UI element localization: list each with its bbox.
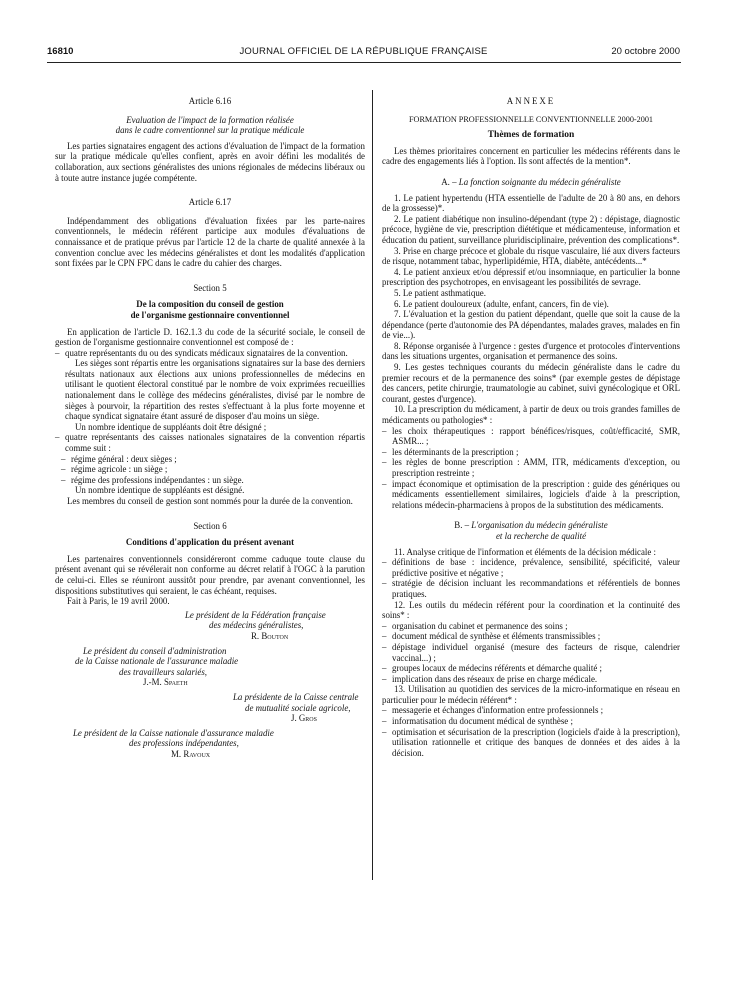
article-6-16-title: Article 6.16 — [188, 96, 232, 106]
signature-3-line: de mutualité sociale agricole, — [245, 702, 351, 713]
signature-block-1 — [55, 610, 365, 642]
item-10-bullet: – impact économique et optimisation de la prescription : guide des génériques ou médicaments essentiellement similaires, logiciels d'aide à la prescription, relations médecin-pharmaciens à propos de la substitution des médicaments. — [382, 479, 680, 511]
section-5-title: Section 5 — [193, 282, 227, 293]
section-5-subtitle-2: de l'organisme gestionnaire conventionnel — [130, 309, 290, 320]
section-5-sub-item: – régime général : deux sièges ; — [55, 454, 365, 465]
section-5-item-2-substitutes: Un nombre identique de suppléants est désigné. — [75, 485, 245, 496]
section-5-item-2: – quatre représentants des caisses nationales signataires de la convention répartis comme suit : — [55, 432, 365, 453]
signature-block-2 — [55, 646, 365, 688]
section-b-title: L'organisation du médecin généraliste — [471, 520, 608, 531]
section-5-item-1-paragraph: Les sièges sont répartis entre les organisations signataires sur la base des derniers résultats nationaux aux élections aux unions professionnelles de médecins en utilisant le quotient électoral constitué par le nombre de voix exprimées recueillies nationalement dans le collège des médecins généralistes, divisé par le nombre de sièges à pourvoir, la répartition des restes s'effectuant à la plus forte moyenne et chaque syndicat signataire étant assuré de disposer d'au moins un siège. — [65, 358, 365, 422]
item-12-bullet: – dépistage individuel organisé (mesure des facteurs de risque, calendrier vaccinal...) ; — [382, 642, 680, 663]
theme-item: 8. Réponse organisée à l'urgence : gestes d'urgence et protocoles d'interventions dans les situations urgentes, organisation et permanence des soins. — [382, 340, 680, 362]
section-5-item-1: – quatre représentants du ou des syndicats médicaux signataires de la convention. — [55, 348, 365, 359]
theme-item: 3. Prise en charge précoce et globale du risque vasculaire, lié aux divers facteurs de risque, notamment tabac, hyperlipidémie, HTA, diabète, antécédents...* — [382, 245, 680, 267]
section-5-sub-item: – régime des professions indépendantes : un siège. — [55, 475, 365, 486]
page-header — [47, 46, 680, 60]
formation-heading: FORMATION PROFESSIONNELLE CONVENTIONNELLE 2000-2001 — [408, 114, 654, 124]
article-6-17-paragraph: Indépendamment des obligations d'évaluation fixées par les parte-naires conventionnels, le médecin référent participe aux modules d'évaluations de connaissance et de pratique prévus par l'article 12 de la charte de qualité annexée à la convention conclue avec les médecins généralistes et dont les modalités d'application sont fixées par le CPN FPC dans le cadre du cahier des charges. — [55, 215, 365, 269]
item-10-bullet: – les choix thérapeutiques : rapport bénéfices/risques, coût/efficacité, SMR, ASMR... ; — [382, 426, 680, 447]
theme-item: 9. Les gestes techniques courants du médecin généraliste dans le cadre du premier recours et de la permanence des soins* (par exemple gestes de dépistage des cancers, petite chirurgie, traumatologie au cabinet, suivi gynécologique et ORL courant, gestes d'urgence). — [382, 362, 680, 404]
section-5-closing: Les membres du conseil de gestion sont nommés pour la durée de la convention. — [67, 496, 353, 506]
annexe-intro: Les thèmes prioritaires concernent en particulier les médecins référents dans le cadre des engagements liés à l'option. Ils sont affectés de la mention*. — [382, 145, 680, 167]
signatory-name: R. Bouton — [251, 630, 289, 641]
signature-block-3 — [55, 692, 365, 724]
signatory-name: J. Gros — [291, 713, 317, 724]
column-divider — [372, 90, 373, 880]
item-13-bullet: – informatisation du document médical de synthèse ; — [382, 716, 680, 727]
theme-item: 7. L'évaluation et la gestion du patient dépendant, quelle que soit la cause de la dépendance (perte d'autonomie des PA dépendantes, malades graves, malades en fin de vie...). — [382, 309, 680, 341]
signature-block-4 — [55, 728, 365, 760]
item-11-bullet: – définitions de base : incidence, prévalence, sensibilité, spécificité, valeur prédictive positive et négative ; — [382, 557, 680, 578]
signatory-name: J.-M. Spaeth — [143, 677, 188, 688]
left-column — [55, 96, 365, 759]
section-b-heading — [382, 520, 680, 531]
theme-item: 12. Les outils du médecin référent pour la coordination et la continuité des soins* : — [382, 599, 680, 621]
signature-3-line: La présidente de la Caisse centrale — [233, 691, 359, 702]
section-5-sub-item: – régime agricole : un siège ; — [55, 464, 365, 475]
article-6-17-title: Article 6.17 — [188, 197, 232, 208]
signature-2-line: des travailleurs salariés, — [119, 666, 208, 677]
theme-item: 6. Le patient douloureux (adulte, enfant, cancers, fin de vie). — [394, 298, 609, 309]
section-5-item-1-substitutes: Un nombre identique de suppléants doit être désigné ; — [75, 421, 267, 432]
section-6-subtitle: Conditions d'application du présent avenant — [125, 537, 295, 548]
theme-item: 13. Utilisation au quotidien des services de la micro-informatique en réseau en particulier pour le médecin référent* : — [382, 684, 680, 705]
item-13-bullet: – messagerie et échanges d'information entre professionnels ; — [382, 705, 680, 716]
section-a-heading — [382, 177, 680, 188]
article-6-16-subtitle-2: dans le cadre conventionnel sur la pratique médicale — [115, 125, 305, 136]
item-12-bullet: – implication dans des réseaux de prise en charge médicale. — [382, 674, 680, 685]
annexe-title: ANNEXE — [506, 96, 556, 106]
header-rule — [47, 62, 681, 63]
signature-2-line: de la Caisse nationale de l'assurance maladie — [75, 656, 239, 667]
signature-4-line: des professions indépendantes, — [129, 738, 239, 749]
section-6-title: Section 6 — [193, 520, 227, 531]
theme-item: 1. Le patient hypertendu (HTA essentielle de l'adulte de 20 à 80 ans, en dehors de la grossesse)*. — [382, 192, 680, 214]
page-number: 16810 — [47, 46, 74, 57]
item-11-bullet: – stratégie de décision incluant les recommandations et référentiels de bonnes pratiques. — [382, 578, 680, 599]
item-10-bullet: – les règles de bonne prescription : AMM, ITR, médicaments d'exception, ou prescription restreinte ; — [382, 457, 680, 478]
section-5-intro: En application de l'article D. 162.1.3 du code de la sécurité sociale, le conseil de gestion de l'organisme gestionnaire conventionnel est composé de : — [55, 326, 365, 348]
article-6-16-paragraph: Les parties signataires engagent des actions d'évaluation de l'impact de la formation sur la pratique médicale qu'elles confient, après en avoir défini les modalités de collaboration, aux sections généralistes des unions régionales de médecins libéraux ou à toute autre instance jugée compétente. — [55, 140, 365, 183]
theme-item: 5. Le patient asthmatique. — [394, 287, 486, 298]
section-a-items — [382, 193, 680, 426]
theme-item: 11. Analyse critique de l'information et éléments de la décision médicale : — [394, 546, 657, 557]
journal-title: JOURNAL OFFICIEL DE LA RÉPUBLIQUE FRANÇAISE — [239, 46, 488, 57]
signature-4-line: Le président de la Caisse nationale d'assurance maladie — [73, 727, 274, 738]
themes-heading: Thèmes de formation — [487, 130, 575, 141]
signature-1-line: des médecins généralistes, — [209, 620, 304, 631]
issue-date: 20 octobre 2000 — [611, 46, 680, 57]
signing-place-date: Fait à Paris, le 19 avril 2000. — [67, 596, 170, 607]
signature-2-line: Le président du conseil d'administration — [83, 645, 227, 656]
section-b-letter: B. – — [454, 520, 470, 531]
item-12-bullet: – organisation du cabinet et permanence des soins ; — [382, 621, 680, 632]
theme-item: 4. Le patient anxieux et/ou dépressif et/ou insomniaque, en particulier la bonne prescription des psychotropes, en envisageant les possibilités de sevrage. — [382, 266, 680, 288]
theme-item: 2. Le patient diabétique non insulino-dépendant (type 2) : dépistage, diagnostic précoce, hygiène de vie, prescription diététique et médicamenteuse, information et éducation du patient, surveillance pluridisciplinaire, prévention des complications*. — [382, 213, 680, 245]
signature-1-line: Le président de la Fédération française — [185, 609, 326, 620]
right-column — [382, 96, 680, 758]
article-6-16-subtitle-1: Evaluation de l'impact de la formation réalisée — [126, 114, 294, 125]
section-a-title: La fonction soignante du médecin généraliste — [458, 176, 621, 187]
section-6-paragraph: Les partenaires conventionnels considéreront comme caduque toute clause du présent avenant qui se révélerait non conforme au décret relatif à l'OGC à la parution de celui-ci. Elles se réuniront aussitôt pour prendre, par avenant conventionnel, les dispositions substitutives qui seraient, le cas échéant, requises. — [55, 553, 365, 596]
item-12-bullet: – groupes locaux de médecins référents et démarche qualité ; — [382, 663, 680, 674]
section-a-letter: A. – — [441, 176, 457, 187]
item-10-bullet: – les déterminants de la prescription ; — [382, 447, 680, 458]
item-13-bullet: – optimisation et sécurisation de la prescription (logiciels d'aide à la prescription), utilisation rationnelle et critique des banques de données et des aides à la décision. — [382, 727, 680, 759]
item-12-bullet: – document médical de synthèse et éléments transmissibles ; — [382, 631, 680, 642]
section-5-subtitle-1: De la composition du conseil de gestion — [136, 299, 284, 310]
signatory-name: M. Ravoux — [171, 748, 211, 759]
theme-item: 10. La prescription du médicament, à partir de deux ou trois grandes familles de médicaments ou pathologies* : — [382, 404, 680, 426]
section-b-title-2: et la recherche de qualité — [495, 530, 587, 541]
